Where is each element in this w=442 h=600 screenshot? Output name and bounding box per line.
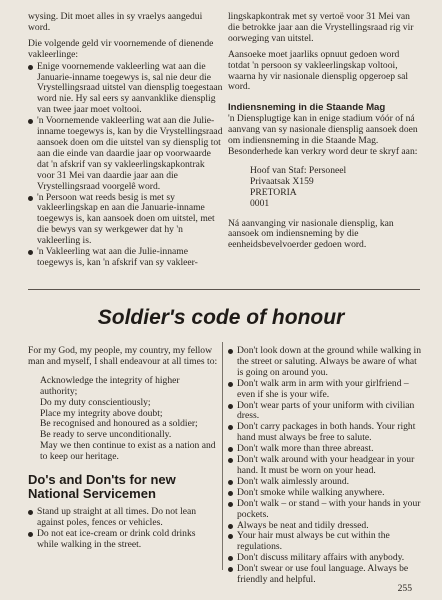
postal-address <box>228 166 420 210</box>
list-item: Don't swear or use foul language. Always be friendly and helpful. <box>228 564 422 586</box>
address-line: Hoof van Staf: Personeel <box>250 164 347 176</box>
column-divider <box>222 342 223 570</box>
dos-donts-list <box>28 507 218 551</box>
apprentice-list <box>28 62 224 269</box>
list-item: 'n Vakleerling wat aan die Julie-inname toegewys is, kan 'n afskrif van sy vakleer- <box>28 247 224 269</box>
section-heading: Indiensneming in die Staande Mag <box>228 102 386 114</box>
list-item: Don't look down at the ground while walking in the street or saluting. Always be aware of what is going on around you. <box>228 346 422 379</box>
horizontal-divider <box>28 289 420 290</box>
section-subheading: Do's and Don'ts for new National Servicemen <box>28 472 176 502</box>
list-item: Don't walk aimlessly around. <box>228 477 422 488</box>
bottom-right-column <box>228 346 422 586</box>
top-right-column <box>228 12 420 256</box>
continued-text: lingskapkontrak met sy vertoë voor 31 Mei van die betrokke jaar aan die Vrystellingsraad rig vir oorweging van uitstel. <box>228 11 414 44</box>
list-item: Don't smoke while walking anywhere. <box>228 488 422 499</box>
pledge-line: Do my duty conscientiously; <box>40 396 151 408</box>
top-left-column <box>28 12 224 269</box>
pledge-line: May we then continue to exist as a nation and to keep our heritage. <box>40 440 216 463</box>
address-line: PRETORIA <box>250 186 297 198</box>
list-item: 'n Persoon wat reeds besig is met sy vakleerlingskap en aan die Januarie-inname toegewys is, kan aansoek doen om uitstel, met die bewys van sy werkgewer dat hy 'n vakleerling is. <box>28 193 224 248</box>
lead-text: Die volgende geld vir voornemende of dienende vakleerlinge: <box>28 37 214 60</box>
list-item: 'n Voornemende vakleerling wat aan die Julie-inname toegewys is, kan by die Vrystellingsraad aansoek doen om die uitstel van sy diensplig tot aan die einde van daardie jaar op voorwaarde dat 'n afskrif van sy vakleerlingskapkontrak voor 31 Mei van daardie jaar aan die Vrystellingsraad voorgelê word. <box>28 116 224 192</box>
paragraph: 'n Diensplugtige kan in enige stadium vóór of ná aanvang van sy nasionale diensplig aansoek doen om indiensneming in die Staande Mag. Besonderhede kan verkry word deur te skryf aan: <box>228 113 418 157</box>
pledge-line: Be ready to serve unconditionally. <box>40 429 172 441</box>
list-item: Don't discuss military affairs with anybody. <box>228 553 422 564</box>
code-intro: For my God, my people, my country, my fellow man and myself, I shall endeavour at all times to: <box>28 345 218 367</box>
paragraph: Aansoeke moet jaarliks opnuut gedoen word totdat 'n persoon sy vakleerlingskap voltooi, waarna hy vir nasionale diensplig opgeroep sal word. <box>228 48 409 93</box>
pledge-list <box>28 376 218 463</box>
list-item: Don't walk around with your headgear in your hand. It must be worn on your head. <box>228 455 422 477</box>
list-item: Do not eat ice-cream or drink cold drinks while walking in the street. <box>28 529 218 551</box>
page-number: 255 <box>397 583 412 594</box>
list-item: Always be neat and tidily dressed. <box>228 521 422 532</box>
list-item: Don't carry packages in both hands. Your right hand must always be free to salute. <box>228 422 422 444</box>
list-item: Don't walk – or stand – with your hands in your pockets. <box>228 499 422 521</box>
pledge-line: Be recognised and honoured as a soldier; <box>40 418 198 430</box>
list-item: Enige voornemende vakleerling wat aan die Januarie-inname toegewys is, sal nie deur die Vrystellingsraad uitstel van diensplig toegestaan word nie. Hy sal eers sy aanvanklike diensplig van twee jaar moet voltooi. <box>28 62 224 117</box>
list-item: Your hair must always be cut within the regulations. <box>228 531 422 553</box>
paragraph: Ná aanvanging vir nasionale diensplig, kan aansoek om indiensneming by die eenheidsbevelvoerder gedoen word. <box>228 217 394 251</box>
page-title: Soldier's code of honour <box>97 306 345 329</box>
address-line: Privaatsak X159 <box>250 175 314 187</box>
list-item: Stand up straight at all times. Do not lean against poles, fences or vehicles. <box>28 507 218 529</box>
bottom-left-column <box>28 346 218 551</box>
list-item: Don't wear parts of your uniform with civilian dress. <box>228 401 422 423</box>
pledge-line: Place my integrity above doubt; <box>40 407 163 419</box>
address-line: 0001 <box>250 197 270 209</box>
list-item: Don't walk arm in arm with your girlfriend – even if she is your wife. <box>228 379 422 401</box>
dos-donts-list-continued <box>228 346 422 586</box>
list-item: Don't walk more than three abreast. <box>228 444 422 455</box>
pledge-line: Acknowledge the integrity of higher authority; <box>40 374 180 397</box>
continued-text: wysing. Dit moet alles in sy vraelys aangedui word. <box>28 11 203 33</box>
